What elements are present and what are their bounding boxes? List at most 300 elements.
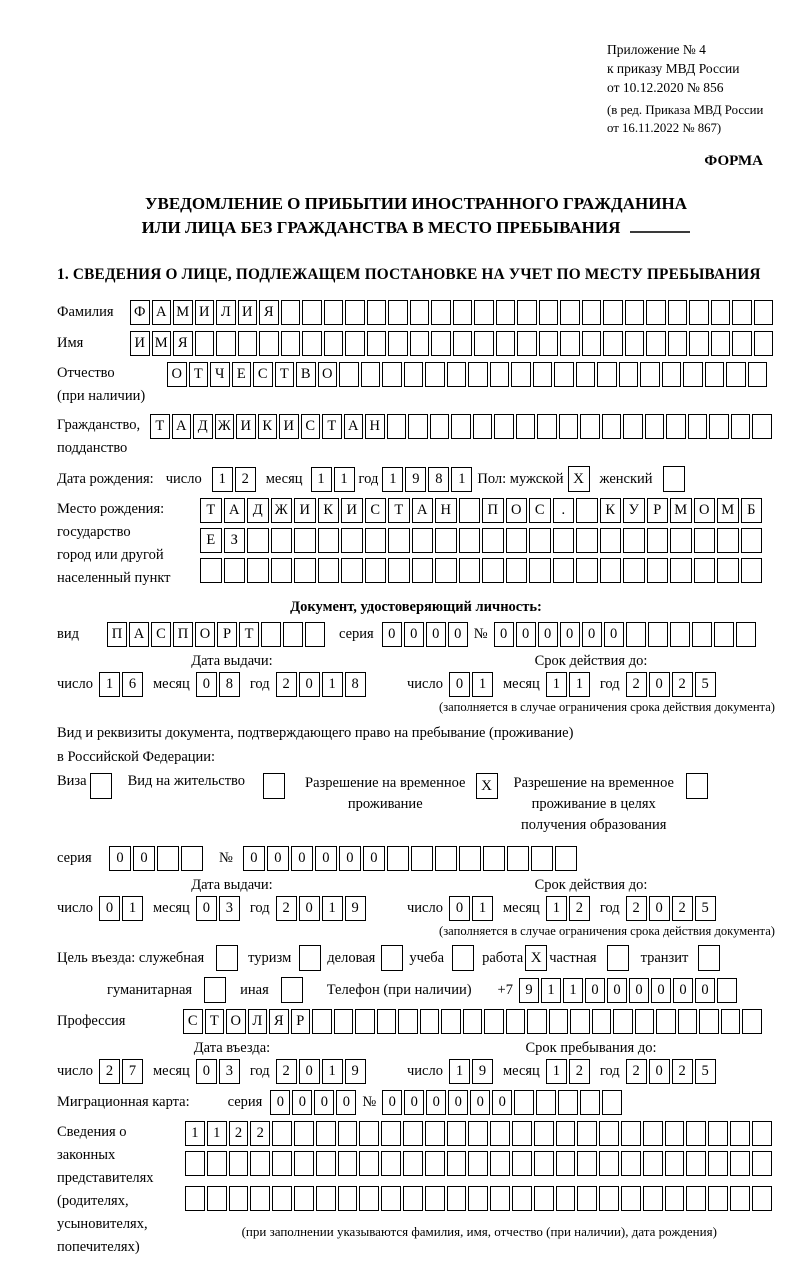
surname-cells-28[interactable] xyxy=(732,300,752,325)
doc-dates-left-y-cells-0[interactable]: 2 xyxy=(276,672,297,697)
legal-rep-cells-3-12[interactable] xyxy=(447,1186,467,1211)
migration-number-cells-5[interactable]: 0 xyxy=(492,1090,512,1115)
legal-rep-cells-3-26[interactable] xyxy=(752,1186,772,1211)
citizenship-cells-25[interactable] xyxy=(688,414,708,439)
legal-rep-cells-3-19[interactable] xyxy=(599,1186,619,1211)
legal-rep-cells-3-5[interactable] xyxy=(294,1186,314,1211)
doc-number-cells-9[interactable] xyxy=(692,622,712,647)
doc-number-cells-4[interactable]: 0 xyxy=(582,622,602,647)
entry-dates-left-y-cells-1[interactable]: 0 xyxy=(299,1059,320,1084)
legal-rep-cells-2-22[interactable] xyxy=(665,1151,685,1176)
patronymic-cells-26[interactable] xyxy=(726,362,746,387)
legal-rep-cells-2-20[interactable] xyxy=(621,1151,641,1176)
residence-dates-right-y-cells-3[interactable]: 5 xyxy=(695,896,716,921)
given-name-cells-19[interactable] xyxy=(539,331,559,356)
surname-cells-20[interactable] xyxy=(560,300,580,325)
legal-rep-cells-3-18[interactable] xyxy=(577,1186,597,1211)
birthplace-cells-1-11[interactable] xyxy=(459,498,481,523)
patronymic-cells-23[interactable] xyxy=(662,362,682,387)
residence-series-cells-0[interactable]: 0 xyxy=(109,846,131,871)
migration-number-cells-1[interactable]: 0 xyxy=(404,1090,424,1115)
entry-dates-left-y-cells-3[interactable]: 9 xyxy=(345,1059,366,1084)
surname-cells-29[interactable] xyxy=(754,300,774,325)
birthplace-cells-2-9[interactable] xyxy=(412,528,434,553)
doc-dates-right-m-cells-0[interactable]: 1 xyxy=(546,672,567,697)
birth-year-cells-2[interactable]: 8 xyxy=(428,467,449,492)
legal-rep-cells-1-5[interactable] xyxy=(294,1121,314,1146)
birthplace-cells-1-19[interactable]: Р xyxy=(647,498,669,523)
doc-type-cells-4[interactable]: О xyxy=(195,622,215,647)
residence-dates-right-m-cells-1[interactable]: 2 xyxy=(569,896,590,921)
phone-cells-3[interactable]: 0 xyxy=(585,978,605,1003)
patronymic-cells-25[interactable] xyxy=(705,362,725,387)
profession-cells-19[interactable] xyxy=(592,1009,612,1034)
legal-rep-cells-2-0[interactable] xyxy=(185,1151,205,1176)
birthplace-cells-2-1[interactable]: З xyxy=(224,528,246,553)
given-name-cells-24[interactable] xyxy=(646,331,666,356)
legal-rep-cells-3-11[interactable] xyxy=(425,1186,445,1211)
patronymic-cells-15[interactable] xyxy=(490,362,510,387)
given-name-cells-13[interactable] xyxy=(410,331,430,356)
citizenship-cells-14[interactable] xyxy=(451,414,471,439)
doc-series-cells-3[interactable]: 0 xyxy=(448,622,468,647)
doc-series-cells-0[interactable]: 0 xyxy=(382,622,402,647)
birthplace-cells-1-3[interactable]: Ж xyxy=(271,498,293,523)
legal-rep-cells-1-3[interactable]: 2 xyxy=(250,1121,270,1146)
legal-rep-cells-2-21[interactable] xyxy=(643,1151,663,1176)
given-name-cells-27[interactable] xyxy=(711,331,731,356)
purpose-private-checkbox[interactable] xyxy=(607,945,629,971)
legal-rep-cells-1-24[interactable] xyxy=(708,1121,728,1146)
legal-rep-cells-2-25[interactable] xyxy=(730,1151,750,1176)
patronymic-cells-10[interactable] xyxy=(382,362,402,387)
birthplace-cells-3-21[interactable] xyxy=(694,558,716,583)
surname-cells-26[interactable] xyxy=(689,300,709,325)
temp-residence-checkbox[interactable]: X xyxy=(476,773,498,799)
citizenship-cells-12[interactable] xyxy=(408,414,428,439)
given-name-cells-21[interactable] xyxy=(582,331,602,356)
birthplace-cells-2-4[interactable] xyxy=(294,528,316,553)
doc-dates-right-d-cells-0[interactable]: 0 xyxy=(449,672,470,697)
given-name-cells-3[interactable] xyxy=(195,331,215,356)
entry-dates-right-y-cells-3[interactable]: 5 xyxy=(695,1059,716,1084)
patronymic-cells-18[interactable] xyxy=(554,362,574,387)
residence-dates-left-m-cells-0[interactable]: 0 xyxy=(196,896,217,921)
birthplace-cells-3-3[interactable] xyxy=(271,558,293,583)
birthplace-cells-1-5[interactable]: К xyxy=(318,498,340,523)
surname-cells-15[interactable] xyxy=(453,300,473,325)
given-name-cells-16[interactable] xyxy=(474,331,494,356)
birthplace-cells-3-20[interactable] xyxy=(670,558,692,583)
given-name-cells-15[interactable] xyxy=(453,331,473,356)
residence-number-cells-4[interactable]: 0 xyxy=(339,846,361,871)
citizenship-cells-11[interactable] xyxy=(387,414,407,439)
profession-cells-2[interactable]: О xyxy=(226,1009,246,1034)
profession-cells-11[interactable] xyxy=(420,1009,440,1034)
birthplace-cells-1-23[interactable]: Б xyxy=(741,498,763,523)
migration-series-cells-1[interactable]: 0 xyxy=(292,1090,312,1115)
entry-dates-right-d-cells-1[interactable]: 9 xyxy=(472,1059,493,1084)
birthplace-cells-1-0[interactable]: Т xyxy=(200,498,222,523)
entry-dates-right-y-cells-2[interactable]: 2 xyxy=(672,1059,693,1084)
migration-number-cells-0[interactable]: 0 xyxy=(382,1090,402,1115)
phone-cells-4[interactable]: 0 xyxy=(607,978,627,1003)
residence-number-cells-13[interactable] xyxy=(555,846,577,871)
legal-rep-cells-2-14[interactable] xyxy=(490,1151,510,1176)
citizenship-cells-27[interactable] xyxy=(731,414,751,439)
legal-rep-cells-3-3[interactable] xyxy=(250,1186,270,1211)
legal-rep-cells-3-17[interactable] xyxy=(556,1186,576,1211)
doc-type-cells-1[interactable]: А xyxy=(129,622,149,647)
residence-number-cells-7[interactable] xyxy=(411,846,433,871)
legal-rep-cells-1-21[interactable] xyxy=(643,1121,663,1146)
doc-number-cells-11[interactable] xyxy=(736,622,756,647)
entry-dates-left-d-cells-0[interactable]: 2 xyxy=(99,1059,120,1084)
residence-dates-right-d-cells-1[interactable]: 1 xyxy=(472,896,493,921)
phone-cells-8[interactable]: 0 xyxy=(695,978,715,1003)
birthplace-cells-3-6[interactable] xyxy=(341,558,363,583)
birthplace-cells-3-4[interactable] xyxy=(294,558,316,583)
birth-year-cells-1[interactable]: 9 xyxy=(405,467,426,492)
legal-rep-cells-2-5[interactable] xyxy=(294,1151,314,1176)
doc-type-cells-6[interactable]: Т xyxy=(239,622,259,647)
surname-cells-21[interactable] xyxy=(582,300,602,325)
patronymic-cells-27[interactable] xyxy=(748,362,768,387)
doc-dates-left-d-cells-0[interactable]: 1 xyxy=(99,672,120,697)
patronymic-cells-1[interactable]: Т xyxy=(189,362,209,387)
profession-cells-15[interactable] xyxy=(506,1009,526,1034)
birthplace-cells-2-23[interactable] xyxy=(741,528,763,553)
birthplace-cells-1-1[interactable]: А xyxy=(224,498,246,523)
doc-type-cells-2[interactable]: С xyxy=(151,622,171,647)
surname-cells-1[interactable]: А xyxy=(152,300,172,325)
profession-cells-8[interactable] xyxy=(355,1009,375,1034)
doc-dates-right-y-cells-0[interactable]: 2 xyxy=(626,672,647,697)
profession-cells-12[interactable] xyxy=(441,1009,461,1034)
residence-number-cells-12[interactable] xyxy=(531,846,553,871)
residence-dates-left-y-cells-1[interactable]: 0 xyxy=(299,896,320,921)
given-name-cells-22[interactable] xyxy=(603,331,623,356)
residence-number-cells-2[interactable]: 0 xyxy=(291,846,313,871)
visa-checkbox[interactable] xyxy=(90,773,112,799)
legal-rep-cells-3-2[interactable] xyxy=(229,1186,249,1211)
legal-rep-cells-1-7[interactable] xyxy=(338,1121,358,1146)
residence-dates-right-m-cells-0[interactable]: 1 xyxy=(546,896,567,921)
surname-cells-14[interactable] xyxy=(431,300,451,325)
citizenship-cells-1[interactable]: А xyxy=(172,414,192,439)
residence-number-cells-11[interactable] xyxy=(507,846,529,871)
profession-cells-25[interactable] xyxy=(721,1009,741,1034)
birthplace-cells-1-9[interactable]: А xyxy=(412,498,434,523)
legal-rep-cells-1-12[interactable] xyxy=(447,1121,467,1146)
residence-number-cells-5[interactable]: 0 xyxy=(363,846,385,871)
legal-rep-cells-2-26[interactable] xyxy=(752,1151,772,1176)
doc-number-cells-1[interactable]: 0 xyxy=(516,622,536,647)
migration-series-cells-3[interactable]: 0 xyxy=(336,1090,356,1115)
birthplace-cells-2-6[interactable] xyxy=(341,528,363,553)
doc-dates-right-d-cells-1[interactable]: 1 xyxy=(472,672,493,697)
legal-rep-cells-1-16[interactable] xyxy=(534,1121,554,1146)
legal-rep-cells-1-23[interactable] xyxy=(686,1121,706,1146)
legal-rep-cells-3-14[interactable] xyxy=(490,1186,510,1211)
legal-rep-cells-3-4[interactable] xyxy=(272,1186,292,1211)
migration-series-cells-0[interactable]: 0 xyxy=(270,1090,290,1115)
birthplace-cells-3-1[interactable] xyxy=(224,558,246,583)
legal-rep-cells-1-15[interactable] xyxy=(512,1121,532,1146)
purpose-tourism-checkbox[interactable] xyxy=(299,945,321,971)
legal-rep-cells-2-16[interactable] xyxy=(534,1151,554,1176)
doc-number-cells-6[interactable] xyxy=(626,622,646,647)
legal-rep-cells-3-7[interactable] xyxy=(338,1186,358,1211)
legal-rep-cells-1-18[interactable] xyxy=(577,1121,597,1146)
surname-cells-18[interactable] xyxy=(517,300,537,325)
given-name-cells-6[interactable] xyxy=(259,331,279,356)
birthplace-cells-2-13[interactable] xyxy=(506,528,528,553)
citizenship-cells-6[interactable]: И xyxy=(279,414,299,439)
patronymic-cells-13[interactable] xyxy=(447,362,467,387)
birthplace-cells-3-0[interactable] xyxy=(200,558,222,583)
entry-dates-left-d-cells-1[interactable]: 7 xyxy=(122,1059,143,1084)
birthplace-cells-3-9[interactable] xyxy=(412,558,434,583)
doc-dates-right-y-cells-3[interactable]: 5 xyxy=(695,672,716,697)
birthplace-cells-1-21[interactable]: О xyxy=(694,498,716,523)
legal-rep-cells-3-16[interactable] xyxy=(534,1186,554,1211)
birthplace-cells-2-16[interactable] xyxy=(576,528,598,553)
legal-rep-cells-3-1[interactable] xyxy=(207,1186,227,1211)
birthplace-cells-3-19[interactable] xyxy=(647,558,669,583)
migration-number-cells-2[interactable]: 0 xyxy=(426,1090,446,1115)
birthplace-cells-1-7[interactable]: С xyxy=(365,498,387,523)
doc-type-cells-9[interactable] xyxy=(305,622,325,647)
doc-series-cells-2[interactable]: 0 xyxy=(426,622,446,647)
legal-rep-cells-3-23[interactable] xyxy=(686,1186,706,1211)
doc-dates-right-m-cells-1[interactable]: 1 xyxy=(569,672,590,697)
given-name-cells-11[interactable] xyxy=(367,331,387,356)
birthplace-cells-2-0[interactable]: Е xyxy=(200,528,222,553)
residence-dates-right-y-cells-1[interactable]: 0 xyxy=(649,896,670,921)
legal-rep-cells-2-6[interactable] xyxy=(316,1151,336,1176)
residence-number-cells-8[interactable] xyxy=(435,846,457,871)
profession-cells-9[interactable] xyxy=(377,1009,397,1034)
birthplace-cells-2-17[interactable] xyxy=(600,528,622,553)
given-name-cells-29[interactable] xyxy=(754,331,774,356)
surname-cells-8[interactable] xyxy=(302,300,322,325)
residence-dates-right-y-cells-0[interactable]: 2 xyxy=(626,896,647,921)
doc-type-cells-7[interactable] xyxy=(261,622,281,647)
birthplace-cells-3-23[interactable] xyxy=(741,558,763,583)
patronymic-cells-11[interactable] xyxy=(404,362,424,387)
profession-cells-17[interactable] xyxy=(549,1009,569,1034)
residence-number-cells-0[interactable]: 0 xyxy=(243,846,265,871)
surname-cells-23[interactable] xyxy=(625,300,645,325)
profession-cells-26[interactable] xyxy=(742,1009,762,1034)
birthplace-cells-3-8[interactable] xyxy=(388,558,410,583)
surname-cells-2[interactable]: М xyxy=(173,300,193,325)
surname-cells-16[interactable] xyxy=(474,300,494,325)
legal-rep-cells-2-7[interactable] xyxy=(338,1151,358,1176)
profession-cells-7[interactable] xyxy=(334,1009,354,1034)
patronymic-cells-8[interactable] xyxy=(339,362,359,387)
legal-rep-cells-3-22[interactable] xyxy=(665,1186,685,1211)
given-name-cells-17[interactable] xyxy=(496,331,516,356)
given-name-cells-18[interactable] xyxy=(517,331,537,356)
legal-rep-cells-2-11[interactable] xyxy=(425,1151,445,1176)
patronymic-cells-7[interactable]: О xyxy=(318,362,338,387)
legal-rep-cells-1-0[interactable]: 1 xyxy=(185,1121,205,1146)
doc-number-cells-2[interactable]: 0 xyxy=(538,622,558,647)
purpose-humanitarian-checkbox[interactable] xyxy=(204,977,226,1003)
residence-series-cells-3[interactable] xyxy=(181,846,203,871)
birthplace-cells-3-10[interactable] xyxy=(435,558,457,583)
profession-cells-23[interactable] xyxy=(678,1009,698,1034)
migration-number-cells-9[interactable] xyxy=(580,1090,600,1115)
birthplace-cells-3-11[interactable] xyxy=(459,558,481,583)
surname-cells-25[interactable] xyxy=(668,300,688,325)
doc-dates-left-y-cells-1[interactable]: 0 xyxy=(299,672,320,697)
doc-dates-left-m-cells-0[interactable]: 0 xyxy=(196,672,217,697)
citizenship-cells-26[interactable] xyxy=(709,414,729,439)
legal-rep-cells-2-2[interactable] xyxy=(229,1151,249,1176)
entry-dates-right-y-cells-1[interactable]: 0 xyxy=(649,1059,670,1084)
doc-type-cells-0[interactable]: П xyxy=(107,622,127,647)
legal-rep-cells-1-13[interactable] xyxy=(468,1121,488,1146)
surname-cells-7[interactable] xyxy=(281,300,301,325)
purpose-study-checkbox[interactable] xyxy=(452,945,474,971)
birthplace-cells-1-20[interactable]: М xyxy=(670,498,692,523)
entry-dates-left-m-cells-1[interactable]: 3 xyxy=(219,1059,240,1084)
legal-rep-cells-1-2[interactable]: 2 xyxy=(229,1121,249,1146)
patronymic-cells-22[interactable] xyxy=(640,362,660,387)
residence-dates-left-m-cells-1[interactable]: 3 xyxy=(219,896,240,921)
migration-number-cells-10[interactable] xyxy=(602,1090,622,1115)
migration-number-cells-8[interactable] xyxy=(558,1090,578,1115)
given-name-cells-14[interactable] xyxy=(431,331,451,356)
birth-month-cells-0[interactable]: 1 xyxy=(311,467,332,492)
birthplace-cells-3-12[interactable] xyxy=(482,558,504,583)
birthplace-cells-1-16[interactable] xyxy=(576,498,598,523)
patronymic-cells-21[interactable] xyxy=(619,362,639,387)
given-name-cells-0[interactable]: И xyxy=(130,331,150,356)
legal-rep-cells-2-4[interactable] xyxy=(272,1151,292,1176)
profession-cells-1[interactable]: Т xyxy=(205,1009,225,1034)
legal-rep-cells-2-3[interactable] xyxy=(250,1151,270,1176)
birthplace-cells-1-22[interactable]: М xyxy=(717,498,739,523)
surname-cells-11[interactable] xyxy=(367,300,387,325)
citizenship-cells-21[interactable] xyxy=(602,414,622,439)
legal-rep-cells-1-25[interactable] xyxy=(730,1121,750,1146)
legal-rep-cells-2-23[interactable] xyxy=(686,1151,706,1176)
birthplace-cells-3-14[interactable] xyxy=(529,558,551,583)
phone-cells-5[interactable]: 0 xyxy=(629,978,649,1003)
doc-number-cells-3[interactable]: 0 xyxy=(560,622,580,647)
legal-rep-cells-2-8[interactable] xyxy=(359,1151,379,1176)
surname-cells-19[interactable] xyxy=(539,300,559,325)
residence-dates-right-y-cells-2[interactable]: 2 xyxy=(672,896,693,921)
legal-rep-cells-2-18[interactable] xyxy=(577,1151,597,1176)
given-name-cells-8[interactable] xyxy=(302,331,322,356)
birthplace-cells-3-15[interactable] xyxy=(553,558,575,583)
birthplace-cells-2-7[interactable] xyxy=(365,528,387,553)
citizenship-cells-19[interactable] xyxy=(559,414,579,439)
birthplace-cells-2-19[interactable] xyxy=(647,528,669,553)
doc-type-cells-8[interactable] xyxy=(283,622,303,647)
doc-number-cells-10[interactable] xyxy=(714,622,734,647)
profession-cells-21[interactable] xyxy=(635,1009,655,1034)
birthplace-cells-2-18[interactable] xyxy=(623,528,645,553)
citizenship-cells-8[interactable]: Т xyxy=(322,414,342,439)
profession-cells-3[interactable]: Л xyxy=(248,1009,268,1034)
birthplace-cells-3-5[interactable] xyxy=(318,558,340,583)
given-name-cells-7[interactable] xyxy=(281,331,301,356)
legal-rep-cells-3-9[interactable] xyxy=(381,1186,401,1211)
residence-dates-left-y-cells-2[interactable]: 1 xyxy=(322,896,343,921)
entry-dates-left-m-cells-0[interactable]: 0 xyxy=(196,1059,217,1084)
birthplace-cells-3-22[interactable] xyxy=(717,558,739,583)
doc-number-cells-7[interactable] xyxy=(648,622,668,647)
birth-day-cells-1[interactable]: 2 xyxy=(235,467,256,492)
birth-year-cells-3[interactable]: 1 xyxy=(451,467,472,492)
residence-series-cells-1[interactable]: 0 xyxy=(133,846,155,871)
legal-rep-cells-2-10[interactable] xyxy=(403,1151,423,1176)
legal-rep-cells-1-14[interactable] xyxy=(490,1121,510,1146)
citizenship-cells-4[interactable]: И xyxy=(236,414,256,439)
legal-rep-cells-1-17[interactable] xyxy=(556,1121,576,1146)
legal-rep-cells-3-6[interactable] xyxy=(316,1186,336,1211)
patronymic-cells-3[interactable]: Е xyxy=(232,362,252,387)
doc-dates-left-y-cells-2[interactable]: 1 xyxy=(322,672,343,697)
birthplace-cells-1-13[interactable]: О xyxy=(506,498,528,523)
patronymic-cells-4[interactable]: С xyxy=(253,362,273,387)
given-name-cells-4[interactable] xyxy=(216,331,236,356)
surname-cells-13[interactable] xyxy=(410,300,430,325)
legal-rep-cells-2-24[interactable] xyxy=(708,1151,728,1176)
profession-cells-16[interactable] xyxy=(527,1009,547,1034)
legal-rep-cells-3-24[interactable] xyxy=(708,1186,728,1211)
birthplace-cells-2-10[interactable] xyxy=(435,528,457,553)
female-checkbox[interactable] xyxy=(663,466,685,492)
given-name-cells-23[interactable] xyxy=(625,331,645,356)
doc-dates-left-d-cells-1[interactable]: 6 xyxy=(122,672,143,697)
migration-number-cells-6[interactable] xyxy=(514,1090,534,1115)
birthplace-cells-2-12[interactable] xyxy=(482,528,504,553)
birthplace-cells-2-20[interactable] xyxy=(670,528,692,553)
patronymic-cells-0[interactable]: О xyxy=(167,362,187,387)
patronymic-cells-20[interactable] xyxy=(597,362,617,387)
entry-dates-right-y-cells-0[interactable]: 2 xyxy=(626,1059,647,1084)
surname-cells-27[interactable] xyxy=(711,300,731,325)
birthplace-cells-1-18[interactable]: У xyxy=(623,498,645,523)
legal-rep-cells-3-15[interactable] xyxy=(512,1186,532,1211)
legal-rep-cells-3-20[interactable] xyxy=(621,1186,641,1211)
doc-number-cells-8[interactable] xyxy=(670,622,690,647)
legal-rep-cells-1-22[interactable] xyxy=(665,1121,685,1146)
surname-cells-6[interactable]: Я xyxy=(259,300,279,325)
residence-dates-left-d-cells-1[interactable]: 1 xyxy=(122,896,143,921)
birthplace-cells-1-6[interactable]: И xyxy=(341,498,363,523)
entry-dates-right-d-cells-0[interactable]: 1 xyxy=(449,1059,470,1084)
citizenship-cells-7[interactable]: С xyxy=(301,414,321,439)
legal-rep-cells-2-17[interactable] xyxy=(556,1151,576,1176)
profession-cells-14[interactable] xyxy=(484,1009,504,1034)
phone-cells-2[interactable]: 1 xyxy=(563,978,583,1003)
migration-number-cells-4[interactable]: 0 xyxy=(470,1090,490,1115)
patronymic-cells-9[interactable] xyxy=(361,362,381,387)
given-name-cells-25[interactable] xyxy=(668,331,688,356)
birthplace-cells-2-3[interactable] xyxy=(271,528,293,553)
profession-cells-6[interactable] xyxy=(312,1009,332,1034)
profession-cells-0[interactable]: С xyxy=(183,1009,203,1034)
birthplace-cells-1-17[interactable]: К xyxy=(600,498,622,523)
